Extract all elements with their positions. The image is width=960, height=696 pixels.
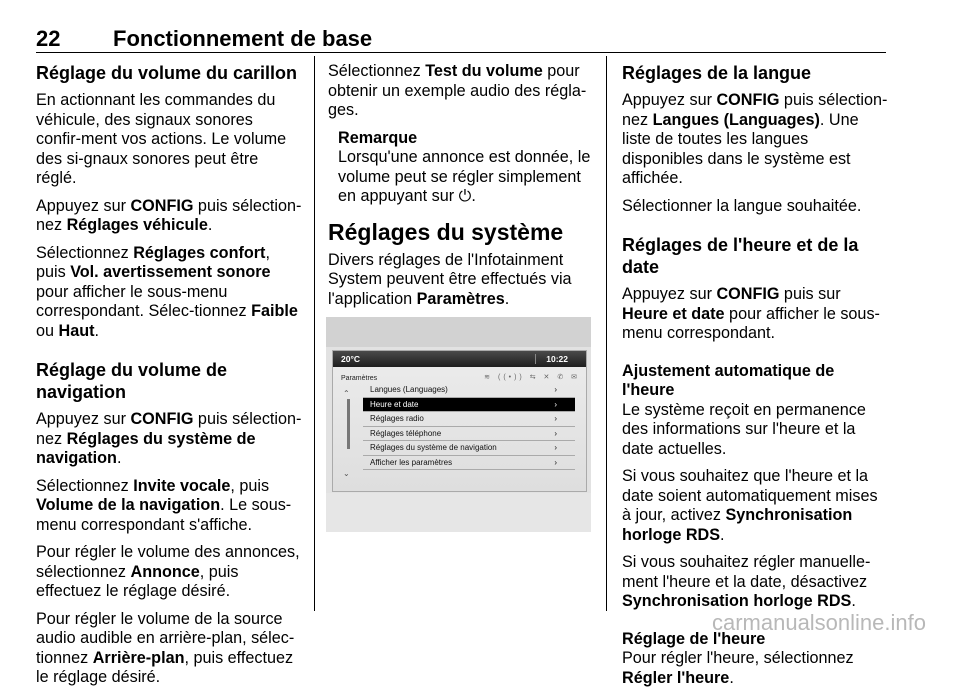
- note-box: [338, 129, 592, 207]
- chevron-right-icon: ›: [554, 443, 557, 452]
- temperature-readout: 20°C: [341, 354, 360, 364]
- scroll-up-icon: ⌃: [343, 389, 350, 398]
- subheading-auto-time: Ajustement automatique de l'heure: [622, 361, 835, 399]
- scrollbar: [347, 399, 350, 449]
- menu-item-label: Réglages du système de navigation: [370, 443, 497, 452]
- screen-title: Paramètres: [341, 375, 378, 382]
- screen-frame-bottom: [326, 493, 591, 532]
- column-divider: [606, 56, 607, 611]
- column-right: [622, 62, 888, 696]
- chevron-right-icon: ›: [554, 399, 557, 409]
- screen-frame-top: [326, 317, 591, 347]
- chevron-right-icon: ›: [554, 414, 557, 423]
- paragraph: Sélectionnez Invite vocale, puis Volume de la navigation. Le sous-menu correspondant s'affiche.: [36, 476, 292, 534]
- paragraph: Sélectionner la langue souhaitée.: [622, 196, 862, 215]
- menu-item[interactable]: [363, 427, 575, 442]
- heading-system-settings: Réglages du système: [328, 218, 564, 245]
- paragraph: Pour régler le volume des annonces, sélectionnez Annonce, puis effectuez le réglage désiré.: [36, 543, 300, 600]
- menu-item[interactable]: [363, 456, 575, 471]
- subheading-set-time: Réglage de l'heure: [622, 629, 766, 648]
- heading-time-date: Réglages de l'heure et de la date: [622, 235, 859, 277]
- heading-language: Réglages de la langue: [622, 63, 812, 83]
- page-title: Fonctionnement de base: [113, 26, 373, 51]
- paragraph: Sélectionnez Réglages confort, puis Vol. avertissement sonore pour afficher le sous-menu correspondant. Sélec-tionnez Faible ou Haut.: [36, 243, 298, 340]
- paragraph: Appuyez sur CONFIG puis sélection-nez Réglages du système de navigation.: [36, 410, 302, 467]
- menu-item-label: Heure et date: [370, 399, 419, 409]
- paragraph: Appuyez sur CONFIG puis sur Heure et date pour afficher le sous-menu correspondant.: [622, 285, 880, 342]
- paragraph: En actionnant les commandes du véhicule, des signaux sonores confir-ment vos actions. Le volume des si-gnaux sonores peut être réglé.: [36, 91, 287, 187]
- menu-item-label: Réglages radio: [370, 414, 424, 423]
- note-title: Remarque: [338, 128, 418, 147]
- paragraph: Si vous souhaitez que l'heure et la date soient automatiquement mises à jour, activez Synchronisation horloge RDS.: [622, 467, 878, 544]
- menu-item[interactable]: [363, 383, 575, 398]
- menu-item[interactable]: [363, 412, 575, 427]
- paragraph: Appuyez sur CONFIG puis sélection-nez Langues (Languages). Une liste de toutes les langues disponibles dans le système est affichée.: [622, 91, 888, 187]
- paragraph: Divers réglages de l'Infotainment System peuvent être effectués via l'application Paramètres.: [328, 250, 572, 308]
- column-middle: [328, 62, 592, 532]
- status-icons: ≋ ((•)) ⇆ ✕ ✆ ✉: [484, 374, 580, 381]
- chevron-right-icon: ›: [554, 457, 557, 467]
- column-divider: [314, 56, 315, 611]
- page-number: 22: [36, 26, 61, 51]
- screen-display: [332, 350, 587, 492]
- paragraph: Pour régler le volume de la source audio audible en arrière-plan, sélec-tionnez Arrière-plan, puis effectuez le réglage désiré.: [36, 609, 295, 686]
- screen-status-bar: [333, 351, 586, 367]
- status-divider: [535, 354, 536, 364]
- infotainment-screen-image: [326, 317, 591, 532]
- paragraph: Pour régler l'heure, sélectionnez Régler l'heure.: [622, 649, 854, 687]
- menu-item[interactable]: [363, 398, 575, 413]
- chevron-right-icon: ›: [554, 428, 557, 438]
- paragraph: Si vous souhaitez régler manuelle-ment l'heure et la date, désactivez Synchronisation horloge RDS.: [622, 553, 871, 610]
- paragraph: Le système reçoit en permanence des informations sur l'heure et la date actuelles.: [622, 400, 866, 458]
- menu-item-label: Afficher les paramètres: [370, 457, 453, 467]
- paragraph: Appuyez sur CONFIG puis sélection-nez Réglages véhicule.: [36, 196, 302, 234]
- watermark: carmanualsonline.info: [711, 610, 926, 635]
- settings-menu-list: [363, 383, 575, 470]
- column-left: [36, 62, 302, 696]
- clock-readout: 10:22: [546, 354, 568, 364]
- menu-item-label: Langues (Languages): [370, 385, 448, 394]
- menu-item[interactable]: [363, 441, 575, 456]
- menu-item-label: Réglages téléphone: [370, 428, 442, 438]
- heading-carillon: Réglage du volume du carillon: [36, 63, 298, 83]
- heading-navigation-volume: Réglage du volume de navigation: [36, 360, 228, 402]
- page-header: [36, 26, 886, 53]
- chevron-right-icon: ›: [554, 385, 557, 394]
- scroll-down-icon: ⌄: [343, 469, 350, 478]
- paragraph: Sélectionnez Test du volume pour obtenir un exemple audio des régla-ges.: [328, 62, 587, 119]
- note-text: Lorsqu'une annonce est donnée, le volume peut se régler simplement en appuyant sur ⏻.: [338, 148, 591, 205]
